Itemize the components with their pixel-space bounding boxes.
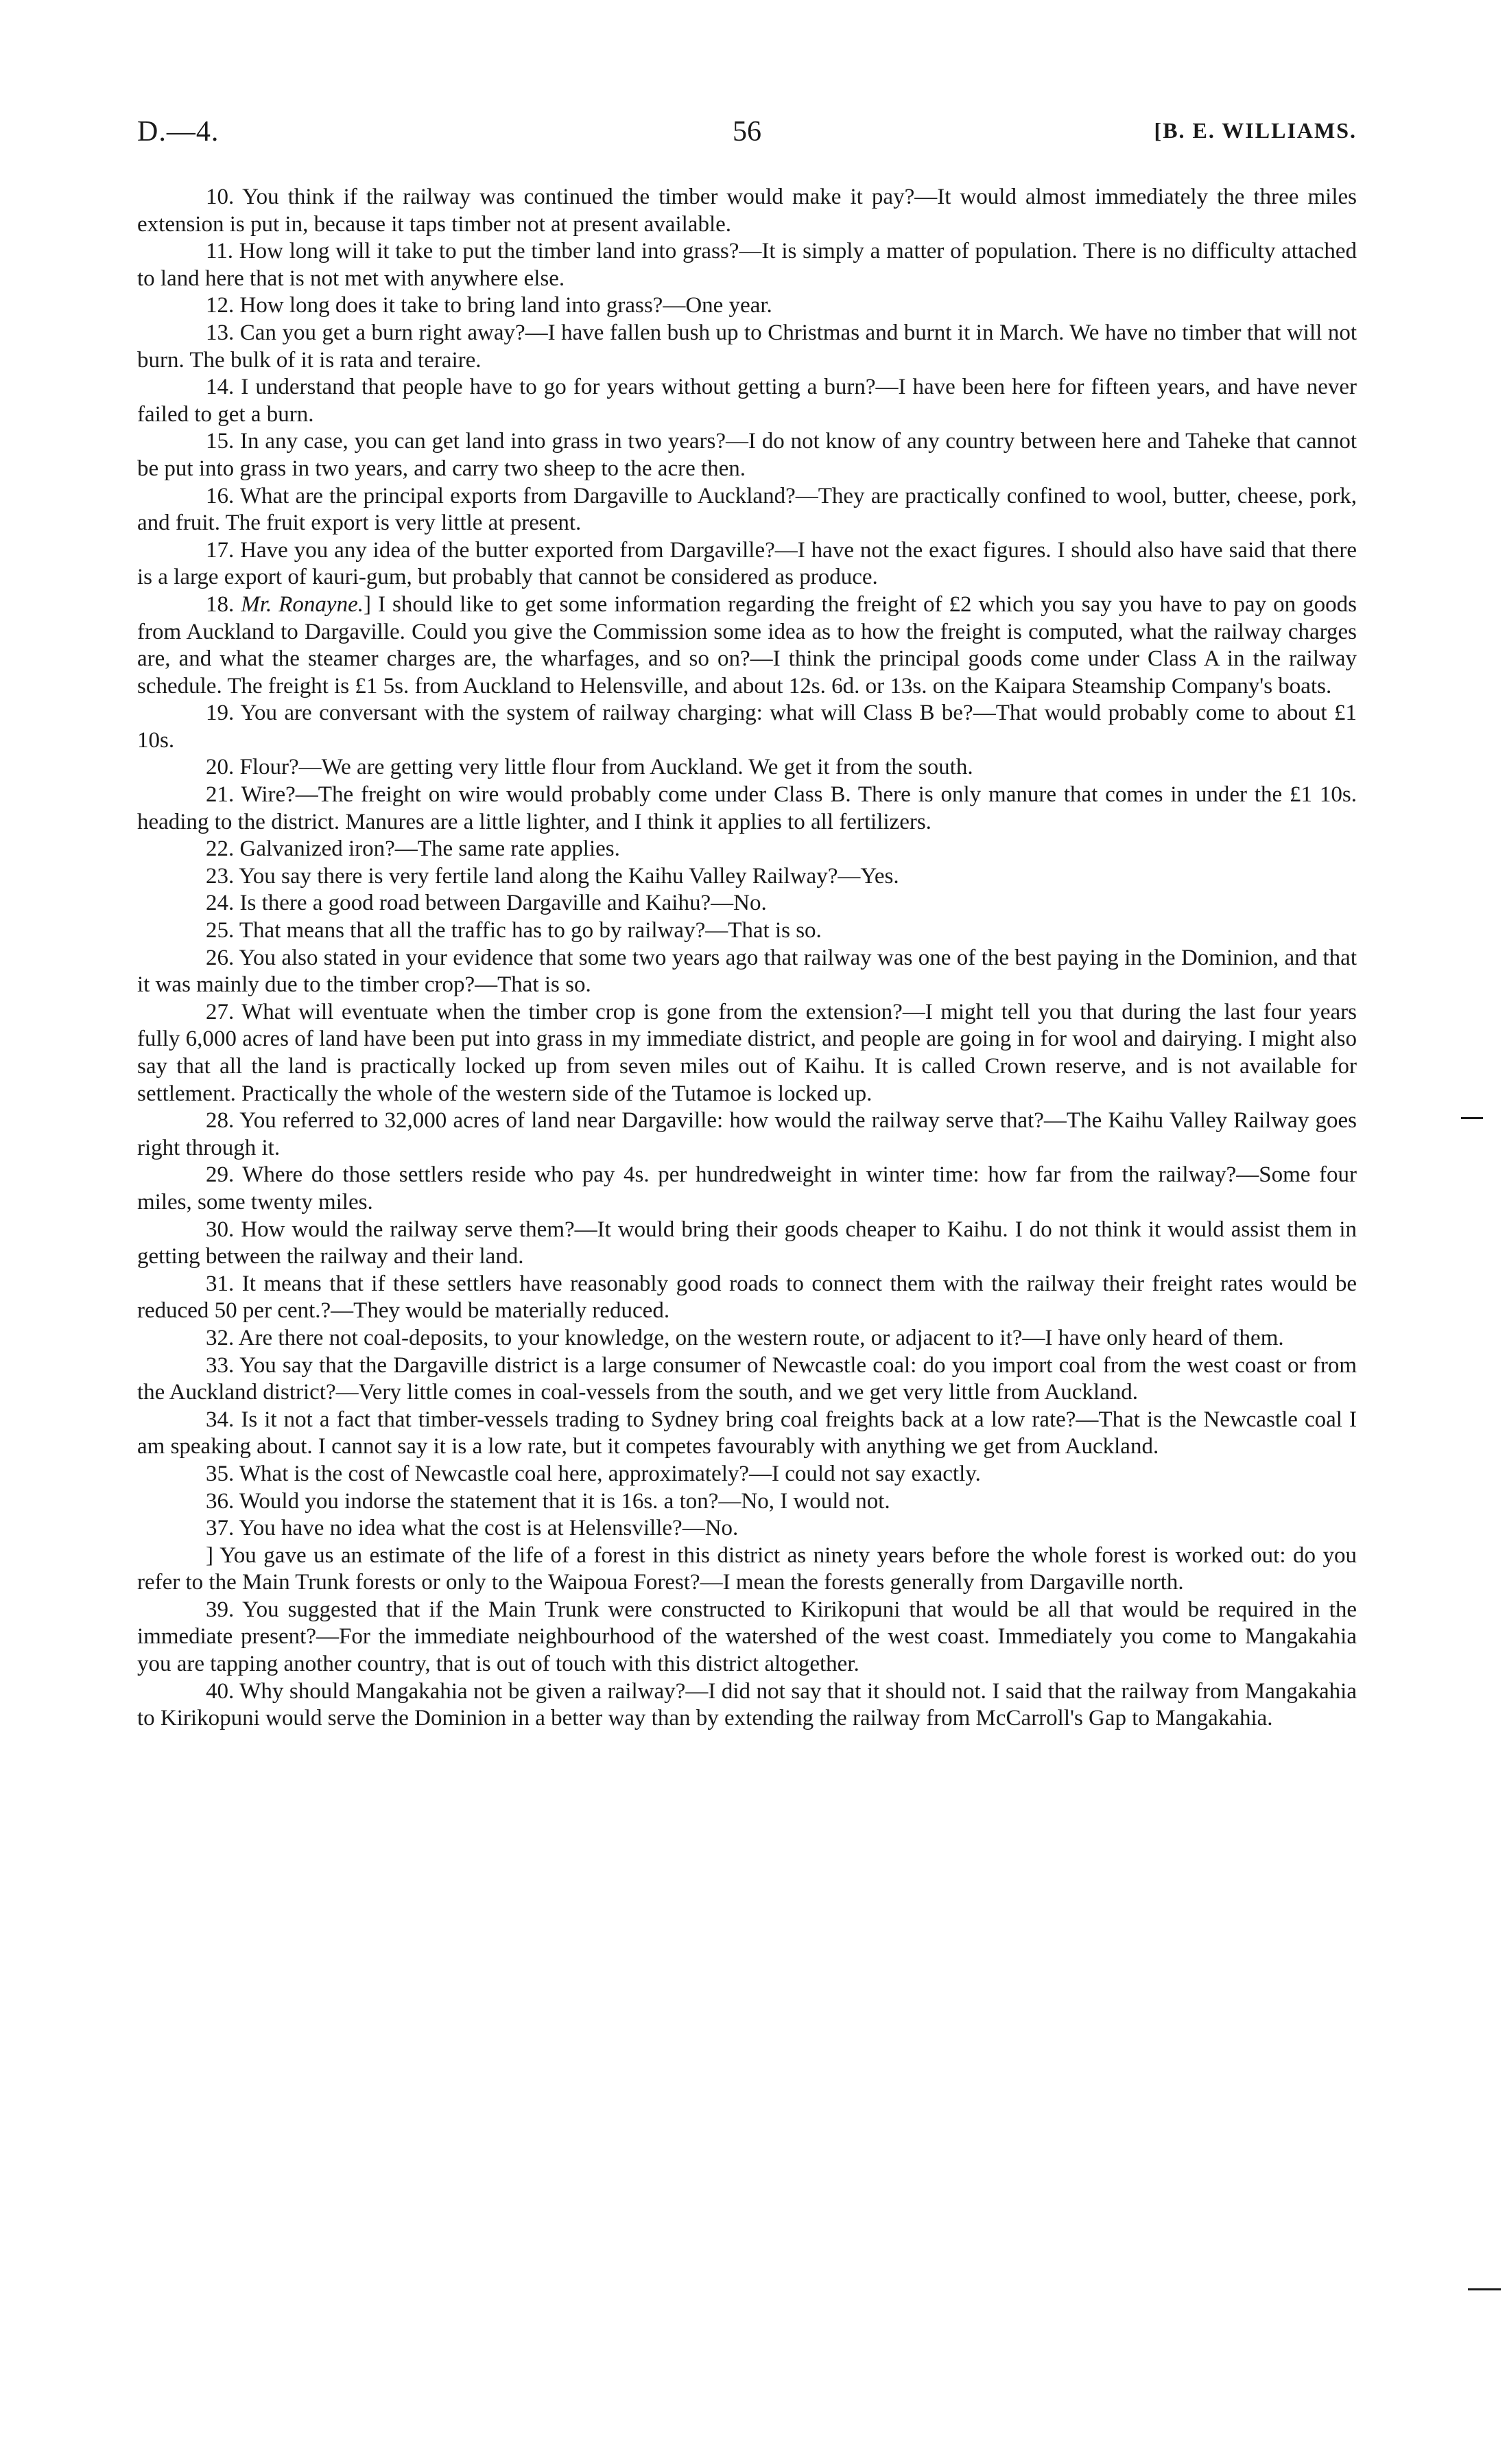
question-answer: ] You gave us an estimate of the life of a forest in this district as ninety years before the whole forest is worked out: do you refer to the Main Trunk forests or only to the Waipoua Forest?—I mean the forests generally from Dargaville north. [137,1542,1357,1595]
question-answer: 20. Flour?—We are getting very little flour from Auckland. We get it from the south. [206,755,973,780]
question-answer: 39. You suggested that if the Main Trunk were constructed to Kirikopuni that would be all that would be required in the immediate present?—For the immediate neighbourhood of the watershed of the west coast. Immediately you come to Mangakahia you are tapping another country, that is out of touch with this district altogether. [137,1597,1357,1677]
question-answer: 36. Would you indorse the statement that it is 16s. a ton?—No, I would not. [206,1488,890,1514]
question-answer: 18. Mr. Ronayne.] I should like to get some information regarding the freight of £2 which you say you have to pay on goods from Auckland to Dargaville. Could you give the Commission some idea as to how the freight is computed, what the railway charges are, and what the steamer charges are, the wharfages, and so on?—I think the principal goods come under Class A in the railway schedule. The freight is £1 5s. from Auckland to Helensville, and about 12s. 6d. or 13s. on the Kaipara Steamship Company's boats. [137,591,1357,699]
witness-name: [B. E. WILLIAMS. [1154,118,1357,143]
question-answer: 14. I understand that people have to go for years without getting a burn?—I have been here for fifteen years, and have never failed to get a burn. [137,375,1357,427]
question-answer: 32. Are there not coal-deposits, to your knowledge, on the western route, or adjacent to it?—I have only heard of them. [206,1325,1284,1350]
question-answer: 25. That means that all the traffic has to go by railway?—That is so. [206,918,822,943]
question-answer: 11. How long will it take to put the timber land into grass?—It is simply a matter of population. There is no difficulty attached to land here that is not met with anywhere else. [137,239,1357,291]
question-answer: 37. You have no idea what the cost is at Helensville?—No. [206,1516,739,1541]
margin-mark [1468,2288,1501,2290]
question-answer: 13. Can you get a burn right away?—I have fallen bush up to Christmas and burnt it in March. We have no timber that will not burn. The bulk of it is rata and teraire. [137,320,1357,373]
question-answer: 40. Why should Mangakahia not be given a railway?—I did not say that it should not. I said that the railway from Mangakahia to Kirikopuni would serve the Dominion in a better way than by extending the railway from McCarroll's Gap to Mangakahia. [137,1678,1357,1731]
question-answer: 21. Wire?—The freight on wire would probably come under Class B. There is only manure that comes in under the £1 10s. heading to the district. Manures are a little lighter, and I think it applies to all fertilizers. [137,782,1357,834]
question-answer: 27. What will eventuate when the timber crop is gone from the extension?—I might tell you that during the last four years fully 6,000 acres of land have been put into grass in my immediate district, and people are going in for wool and dairying. I might also say that all the land is practically locked up from seven miles out of Kaihu. It is called Crown reserve, and is not available for settlement. Practically the whole of the western side of the Tutamoe is locked up. [137,999,1357,1106]
question-answer: 31. It means that if these settlers have reasonably good roads to connect them with the railway their freight rates would be reduced 50 per cent.?—They would be materially reduced. [137,1271,1357,1324]
margin-mark [1461,1117,1483,1119]
question-answer: 15. In any case, you can get land into grass in two years?—I do not know of any country between here and Taheke that cannot be put into grass in two years, and carry two sheep to the acre then. [137,429,1357,481]
question-answer: 19. You are conversant with the system of railway charging: what will Class B be?—That would probably come to about £1 10s. [137,701,1357,753]
question-answer: 35. What is the cost of Newcastle coal here, approximately?—I could not say exactly. [206,1461,981,1486]
speaker-name: Mr. Ronayne. [241,591,364,617]
question-answer: 30. How would the railway serve them?—It would bring their goods cheaper to Kaihu. I do not think it would assist them in getting between the railway and their land. [137,1217,1357,1269]
question-answer: 34. Is it not a fact that timber-vessels trading to Sydney bring coal freights back at a low rate?—That is the Newcastle coal I am speaking about. I cannot say it is a low rate, but it competes favourably with anything we get from Auckland. [137,1407,1357,1459]
testimony-body [137,184,1357,1733]
question-answer: 16. What are the principal exports from Dargaville to Auckland?—They are practically confined to wool, butter, cheese, pork, and fruit. The fruit export is very little at present. [137,483,1357,536]
page-number: 56 [733,116,761,148]
question-answer: 29. Where do those settlers reside who pay 4s. per hundredweight in winter time: how far from the railway?—Some four miles, some twenty miles. [137,1162,1357,1215]
question-answer: 12. How long does it take to bring land into grass?—One year. [206,293,772,318]
question-answer: 28. You referred to 32,000 acres of land near Dargaville: how would the railway serve that?—The Kaihu Valley Railway goes right through it. [137,1108,1357,1160]
page-header [137,115,1357,156]
question-answer: 23. You say there is very fertile land along the Kaihu Valley Railway?—Yes. [206,863,899,889]
question-answer: 10. You think if the railway was continued the timber would make it pay?—It would almost immediately the three miles extension is put in, because it taps timber not at present available. [137,185,1357,237]
question-answer: 24. Is there a good road between Dargaville and Kaihu?—No. [206,891,767,916]
question-answer: 17. Have you any idea of the butter exported from Dargaville?—I have not the exact figures. I should also have said that there is a large export of kauri-gum, but probably that cannot be considered as produce. [137,537,1357,590]
question-answer: 33. You say that the Dargaville district is a large consumer of Newcastle coal: do you import coal from the west coast or from the Auckland district?—Very little comes in coal-vessels from the south, and we get very little from Auckland. [137,1352,1357,1405]
question-answer: 22. Galvanized iron?—The same rate applies. [206,836,620,862]
document-code: D.—4. [137,116,219,148]
question-answer: 26. You also stated in your evidence that some two years ago that railway was one of the best paying in the Dominion, and that it was mainly due to the timber crop?—That is so. [137,945,1357,998]
